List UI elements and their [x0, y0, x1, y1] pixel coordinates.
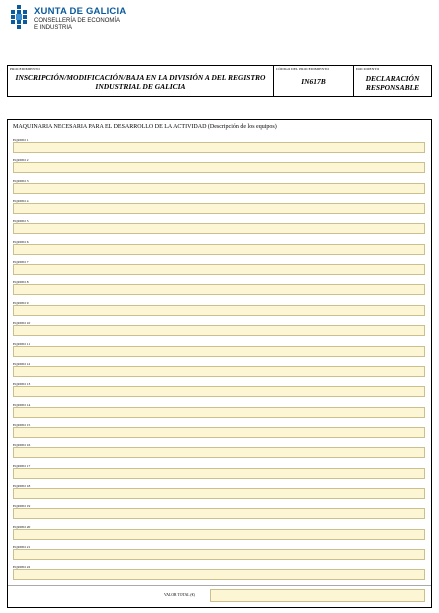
- equipment-label: EQUIPO 19: [13, 504, 31, 509]
- equipment-field[interactable]: [13, 305, 425, 316]
- equipment-row: [13, 199, 425, 214]
- xunta-emblem-icon: [9, 5, 29, 29]
- document-label: DOCUMENTO: [356, 67, 380, 71]
- equipment-label: EQUIPO 1: [13, 138, 29, 142]
- equipment-row: [13, 443, 425, 458]
- equipment-field[interactable]: [13, 549, 425, 560]
- equipment-row: [13, 158, 425, 173]
- org-subtitle: [34, 18, 120, 32]
- equipment-row: [13, 179, 425, 194]
- equipment-row: [13, 504, 425, 519]
- equipment-row: [13, 321, 425, 336]
- equipment-field[interactable]: [13, 386, 425, 397]
- equipment-field[interactable]: [13, 183, 425, 194]
- equipment-label: EQUIPO 2: [13, 158, 29, 163]
- equipment-row: [13, 280, 425, 295]
- equipment-field[interactable]: [13, 244, 425, 255]
- equipment-label: EQUIPO 20: [13, 524, 31, 529]
- xunta-logo: [9, 5, 209, 31]
- org-sub-line-2: E INDUSTRIA: [34, 25, 73, 31]
- equipment-label: EQUIPO 4: [13, 199, 29, 204]
- equipment-row: [13, 484, 425, 499]
- equipment-field[interactable]: [13, 264, 425, 275]
- equipment-field[interactable]: [13, 407, 425, 418]
- equipment-field[interactable]: [13, 427, 425, 438]
- equipment-field[interactable]: [13, 346, 425, 357]
- equipment-field[interactable]: [13, 366, 425, 377]
- total-label: VALOR TOTAL (€): [164, 593, 195, 597]
- equipment-field[interactable]: [13, 284, 425, 295]
- total-separator: [8, 585, 431, 586]
- total-value-field[interactable]: [210, 589, 425, 602]
- equipment-field[interactable]: [13, 223, 425, 234]
- procedure-value: INSCRIPCIÓN/MODIFICACIÓN/BAJA EN LA DIVISIÓN A DEL REGISTRO INDUSTRIAL DE GALICIA: [15, 73, 266, 91]
- equipment-field[interactable]: [13, 203, 425, 214]
- org-title: XUNTA DE GALICIA: [34, 6, 127, 17]
- equipment-row: [13, 565, 425, 580]
- equipment-label: EQUIPO 7: [13, 260, 29, 265]
- equipment-label: EQUIPO 11: [13, 341, 31, 346]
- procedure-code-cell: [274, 66, 354, 96]
- equipment-field[interactable]: [13, 508, 425, 519]
- equipment-field[interactable]: [13, 569, 425, 580]
- equipment-row: [13, 525, 425, 540]
- equipment-row: [13, 138, 425, 153]
- equipment-label: EQUIPO 15: [13, 422, 31, 427]
- equipment-label: EQUIPO 9: [13, 300, 29, 305]
- equipment-field[interactable]: [13, 325, 425, 336]
- equipment-row: [13, 260, 425, 275]
- equipment-field[interactable]: [13, 468, 425, 479]
- machinery-section: [7, 119, 432, 608]
- equipment-label: EQUIPO 6: [13, 239, 29, 244]
- equipment-label: EQUIPO 13: [13, 382, 31, 387]
- equipment-row: [13, 423, 425, 438]
- equipment-field[interactable]: [13, 142, 425, 153]
- equipment-label: EQUIPO 10: [13, 321, 31, 326]
- section-title: MAQUINARIA NECESARIA PARA EL DESARROLLO DE LA ACTIVIDAD (Descripción de los equipos): [13, 124, 277, 130]
- equipment-row: [13, 545, 425, 560]
- total-row: [8, 587, 431, 605]
- equipment-field[interactable]: [13, 162, 425, 173]
- equipment-row: [13, 342, 425, 357]
- equipment-label: EQUIPO 14: [13, 402, 31, 407]
- equipment-label: EQUIPO 18: [13, 483, 31, 488]
- equipment-row: [13, 362, 425, 377]
- procedure-cell: [8, 66, 274, 96]
- equipment-row: [13, 219, 425, 234]
- procedure-code-label: CÓDIGO DEL PROCEDIMIENTO: [276, 67, 329, 71]
- equipment-field[interactable]: [13, 488, 425, 499]
- document-value: DECLARACIÓN RESPONSABLE: [365, 74, 420, 92]
- equipment-row: [13, 301, 425, 316]
- equipment-label: EQUIPO 22: [13, 565, 31, 570]
- procedure-header-table: [7, 65, 432, 97]
- equipment-row: [13, 382, 425, 397]
- procedure-code-value: IN617B: [301, 77, 326, 86]
- equipment-label: EQUIPO 17: [13, 463, 31, 468]
- procedure-label: PROCEDIMIENTO: [10, 67, 40, 71]
- equipment-field[interactable]: [13, 447, 425, 458]
- equipment-label: EQUIPO 16: [13, 443, 31, 448]
- equipment-label: EQUIPO 12: [13, 361, 31, 366]
- equipment-label: EQUIPO 8: [13, 280, 29, 285]
- org-sub-line-1: CONSELLERÍA DE ECONOMÍA: [34, 18, 121, 24]
- equipment-label: EQUIPO 3: [13, 178, 29, 183]
- equipment-field[interactable]: [13, 529, 425, 540]
- equipment-label: EQUIPO 21: [13, 545, 31, 549]
- equipment-row: [13, 464, 425, 479]
- equipment-row: [13, 240, 425, 255]
- document-cell: [354, 66, 431, 96]
- equipment-row: [13, 403, 425, 418]
- equipment-label: EQUIPO 5: [13, 219, 29, 224]
